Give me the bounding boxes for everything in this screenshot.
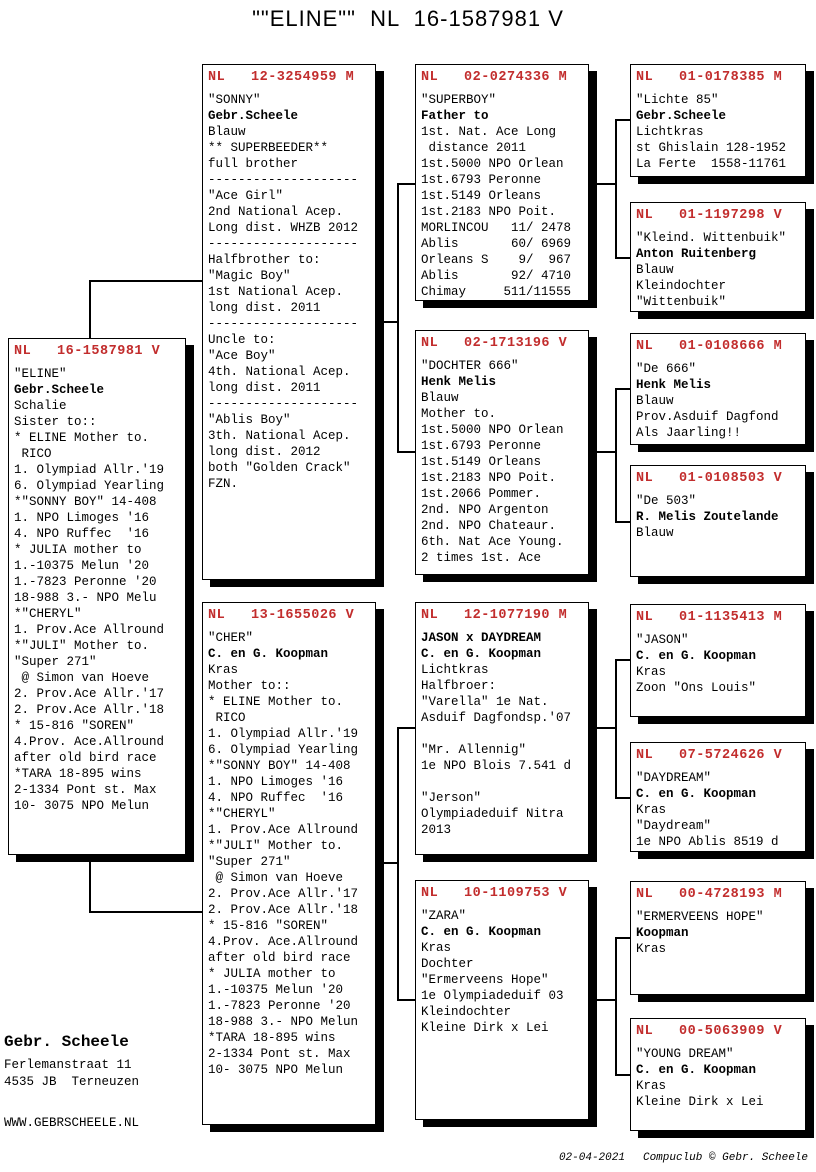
pedigree-text-line: * JULIA mother to bbox=[208, 967, 336, 981]
pedigree-text-line: *"CHERYL" bbox=[208, 807, 276, 821]
pedigree-text-line: 4.Prov. Ace.Allround bbox=[14, 735, 165, 749]
pedigree-text-line: Blauw bbox=[636, 394, 674, 408]
pedigree-text-line: full brother bbox=[208, 157, 299, 171]
pedigree-box-body bbox=[421, 92, 584, 300]
pedigree-text-line: Father to bbox=[421, 109, 489, 123]
connector-line bbox=[615, 119, 630, 121]
pedigree-text-line: 2. Prov.Ace Allr.'17 bbox=[208, 887, 359, 901]
pedigree-text-line: Blauw bbox=[421, 391, 459, 405]
pedigree-text-line: 18-988 3.- NPO Melu bbox=[14, 591, 157, 605]
pedigree-text-line: 4. NPO Ruffec '16 bbox=[208, 791, 344, 805]
pedigree-box-body bbox=[421, 630, 584, 838]
pedigree-box-zara bbox=[415, 880, 589, 1120]
pedigree-text-line: 1st.5000 NPO Orlean bbox=[421, 157, 564, 171]
pedigree-text-line: 1st National Acep. bbox=[208, 285, 344, 299]
pedigree-text-line: Als Jaarling!! bbox=[636, 426, 742, 440]
breeder-address-street: Ferlemanstraat 11 bbox=[4, 1058, 132, 1072]
pedigree-text-line: 2-1334 Pont st. Max bbox=[208, 1047, 351, 1061]
pedigree-text-line: 1st. Nat. Ace Long bbox=[421, 125, 557, 139]
pedigree-text-line: distance 2011 bbox=[421, 141, 527, 155]
pedigree-text-line: 6th. Nat Ace Young. bbox=[421, 535, 564, 549]
pedigree-text-line: 2013 bbox=[421, 823, 452, 837]
connector-line bbox=[597, 999, 617, 1001]
pedigree-text-line: long dist. 2012 bbox=[208, 445, 321, 459]
pedigree-text-line: MORLINCOU 11/ 2478 bbox=[421, 221, 572, 235]
ring-number: NL 07-5724626 V bbox=[636, 748, 783, 763]
pedigree-box-eline bbox=[8, 338, 186, 855]
pedigree-text-line: Blauw bbox=[636, 526, 674, 540]
pedigree-text-line: *"SONNY BOY" 14-408 bbox=[14, 495, 157, 509]
pedigree-box-body bbox=[208, 630, 371, 1078]
pedigree-text-line: "Jerson" bbox=[421, 791, 482, 805]
pedigree-box-body bbox=[636, 770, 801, 850]
pedigree-text-line: Kras bbox=[208, 663, 239, 677]
pedigree-text-line: 2. Prov.Ace Allr.'18 bbox=[208, 903, 359, 917]
pedigree-text-line: Kleine Dirk x Lei bbox=[421, 1021, 549, 1035]
pedigree-text-line: 1e NPO Ablis 8519 d bbox=[636, 835, 779, 849]
pedigree-text-line: 2. Prov.Ace Allr.'18 bbox=[14, 703, 165, 717]
pedigree-text-line: C. en G. Koopman bbox=[636, 1063, 757, 1077]
pedigree-text-line: "SUPERBOY" bbox=[421, 93, 497, 107]
connector-line bbox=[615, 388, 630, 390]
pedigree-text-line: 4th. National Acep. bbox=[208, 365, 351, 379]
pedigree-text-line: RICO bbox=[14, 447, 52, 461]
pedigree-text-line: 1. NPO Limoges '16 bbox=[208, 775, 344, 789]
ring-number: NL 12-1077190 M bbox=[421, 608, 568, 623]
pedigree-text-line bbox=[421, 774, 584, 790]
pedigree-text-line: C. en G. Koopman bbox=[421, 647, 542, 661]
pedigree-text-line: *"JULI" Mother to. bbox=[208, 839, 344, 853]
connector-line bbox=[397, 451, 415, 453]
connector-line bbox=[397, 727, 399, 1001]
pedigree-text-line: 18-988 3.- NPO Melun bbox=[208, 1015, 359, 1029]
pedigree-text-line: long dist. 2011 bbox=[208, 381, 321, 395]
pedigree-text-line: 1.-10375 Melun '20 bbox=[208, 983, 344, 997]
pedigree-box-body bbox=[636, 493, 801, 541]
pedigree-text-line: "SONNY" bbox=[208, 93, 261, 107]
pedigree-text-line: Ablis 60/ 6969 bbox=[421, 237, 572, 251]
connector-line bbox=[89, 855, 91, 913]
pedigree-text-line: "Varella" 1e Nat. bbox=[421, 695, 549, 709]
pedigree-text-line: @ Simon van Hoeve bbox=[14, 671, 150, 685]
pedigree-text-line: Kras bbox=[636, 803, 667, 817]
pedigree-box-dochter-666 bbox=[415, 330, 589, 575]
pedigree-text-line: 1. Prov.Ace Allround bbox=[208, 823, 359, 837]
pedigree-text-line: 1st.2183 NPO Poit. bbox=[421, 471, 557, 485]
pedigree-text-line: FZN. bbox=[208, 477, 239, 491]
pedigree-text-line: 1st.6793 Peronne bbox=[421, 439, 542, 453]
connector-line bbox=[397, 183, 399, 453]
pedigree-text-line: * ELINE Mother to. bbox=[14, 431, 150, 445]
pedigree-text-line: La Ferte 1558-11761 bbox=[636, 157, 787, 171]
connector-line bbox=[397, 999, 415, 1001]
pedigree-text-line: -------------------- bbox=[208, 237, 359, 251]
pedigree-text-line: 1. NPO Limoges '16 bbox=[14, 511, 150, 525]
pedigree-box-body bbox=[636, 230, 801, 310]
pedigree-box-sonny bbox=[202, 64, 376, 580]
pedigree-text-line: @ Simon van Hoeve bbox=[208, 871, 344, 885]
pedigree-box-jason bbox=[630, 604, 806, 717]
pedigree-text-line: Orleans S 9/ 967 bbox=[421, 253, 572, 267]
pedigree-text-line: 1st.2183 NPO Poit. bbox=[421, 205, 557, 219]
pedigree-text-line bbox=[421, 726, 584, 742]
pedigree-text-line: "Mr. Allennig" bbox=[421, 743, 527, 757]
pedigree-box-body bbox=[421, 908, 584, 1036]
pedigree-box-jason-x-daydream bbox=[415, 602, 589, 855]
pedigree-text-line: *"SONNY BOY" 14-408 bbox=[208, 759, 351, 773]
pedigree-text-line: 10- 3075 NPO Melun bbox=[208, 1063, 344, 1077]
breeder-address-city: 4535 JB Terneuzen bbox=[4, 1075, 140, 1089]
pedigree-text-line: 4.Prov. Ace.Allround bbox=[208, 935, 359, 949]
pedigree-text-line: "ELINE" bbox=[14, 367, 67, 381]
pedigree-text-line: 1. Olympiad Allr.'19 bbox=[208, 727, 359, 741]
pedigree-text-line: after old bird race bbox=[208, 951, 351, 965]
pedigree-text-line: Mother to:: bbox=[208, 679, 291, 693]
pedigree-box-de-666 bbox=[630, 333, 806, 445]
page-title: ""ELINE"" NL 16-1587981 V bbox=[252, 6, 564, 31]
pedigree-text-line: "CHER" bbox=[208, 631, 254, 645]
pedigree-text-line: Chimay 511/11555 bbox=[421, 285, 572, 299]
pedigree-text-line: C. en G. Koopman bbox=[208, 647, 329, 661]
pedigree-text-line: "Magic Boy" bbox=[208, 269, 291, 283]
pedigree-text-line: both "Golden Crack" bbox=[208, 461, 351, 475]
pedigree-text-line: "JASON" bbox=[636, 633, 689, 647]
ring-number: NL 13-1655026 V bbox=[208, 608, 355, 623]
pedigree-box-body bbox=[208, 92, 371, 492]
pedigree-text-line: 1. Prov.Ace Allround bbox=[14, 623, 165, 637]
pedigree-text-line: Blauw bbox=[636, 263, 674, 277]
pedigree-text-line: C. en G. Koopman bbox=[636, 787, 757, 801]
connector-line bbox=[89, 911, 203, 913]
pedigree-text-line: "Ablis Boy" bbox=[208, 413, 291, 427]
ring-number: NL 01-0178385 M bbox=[636, 70, 783, 85]
pedigree-text-line: "ERMERVEENS HOPE" bbox=[636, 910, 764, 924]
pedigree-box-body bbox=[421, 358, 584, 566]
pedigree-text-line: Henk Melis bbox=[636, 378, 712, 392]
pedigree-text-line: * 15-816 "SOREN" bbox=[208, 919, 329, 933]
pedigree-text-line: "De 503" bbox=[636, 494, 697, 508]
pedigree-text-line: C. en G. Koopman bbox=[421, 925, 542, 939]
pedigree-box-kleind-wittenbuik bbox=[630, 202, 806, 312]
pedigree-text-line: 1.-7823 Peronne '20 bbox=[14, 575, 157, 589]
pedigree-text-line: 6. Olympiad Yearling bbox=[208, 743, 359, 757]
pedigree-text-line: 1st.6793 Peronne bbox=[421, 173, 542, 187]
pedigree-text-line: 1.-10375 Melun '20 bbox=[14, 559, 150, 573]
pedigree-text-line: ** SUPERBEEDER** bbox=[208, 141, 329, 155]
pedigree-box-de-503 bbox=[630, 465, 806, 577]
pedigree-text-line: st Ghislain 128-1952 bbox=[636, 141, 787, 155]
connector-line bbox=[597, 183, 617, 185]
connector-line bbox=[89, 280, 203, 282]
pedigree-text-line: Olympiadeduif Nitra bbox=[421, 807, 564, 821]
pedigree-text-line: Kras bbox=[636, 942, 667, 956]
ring-number: NL 00-4728193 M bbox=[636, 887, 783, 902]
pedigree-text-line: "Wittenbuik" bbox=[636, 295, 727, 309]
pedigree-text-line: *"JULI" Mother to. bbox=[14, 639, 150, 653]
pedigree-text-line: Kras bbox=[636, 665, 667, 679]
footer bbox=[533, 1140, 808, 1172]
pedigree-text-line: *TARA 18-895 wins bbox=[14, 767, 142, 781]
connector-line bbox=[615, 119, 617, 259]
footer-date: 02-04-2021 bbox=[558, 1152, 625, 1164]
ring-number: NL 02-0274336 M bbox=[421, 70, 568, 85]
pedigree-box-ermerveens-hope bbox=[630, 881, 806, 995]
pedigree-text-line: *"CHERYL" bbox=[14, 607, 82, 621]
pedigree-text-line: Schalie bbox=[14, 399, 67, 413]
pedigree-box-body bbox=[636, 361, 801, 441]
pedigree-text-line: 1st.5149 Orleans bbox=[421, 455, 542, 469]
pedigree-text-line: Asduif Dagfondsp.'07 bbox=[421, 711, 572, 725]
pedigree-text-line: R. Melis Zoutelande bbox=[636, 510, 779, 524]
pedigree-text-line: Lichtkras bbox=[421, 663, 489, 677]
pedigree-text-line: 2nd. NPO Chateaur. bbox=[421, 519, 557, 533]
pedigree-text-line: Gebr.Scheele bbox=[208, 109, 299, 123]
pedigree-text-line: "De 666" bbox=[636, 362, 697, 376]
pedigree-box-body bbox=[636, 909, 801, 957]
ring-number: NL 00-5063909 V bbox=[636, 1024, 783, 1039]
pedigree-text-line: Halfbroer: bbox=[421, 679, 497, 693]
pedigree-text-line: -------------------- bbox=[208, 397, 359, 411]
pedigree-text-line: Kleindochter bbox=[636, 279, 727, 293]
ring-number: NL 02-1713196 V bbox=[421, 336, 568, 351]
pedigree-text-line: "DOCHTER 666" bbox=[421, 359, 519, 373]
connector-line bbox=[615, 937, 617, 1076]
pedigree-text-line: Sister to:: bbox=[14, 415, 97, 429]
pedigree-text-line: Zoon "Ons Louis" bbox=[636, 681, 757, 695]
pedigree-box-superboy bbox=[415, 64, 589, 301]
pedigree-box-lichte-85 bbox=[630, 64, 806, 177]
pedigree-text-line: "DAYDREAM" bbox=[636, 771, 712, 785]
pedigree-text-line: Prov.Asduif Dagfond bbox=[636, 410, 779, 424]
connector-line bbox=[615, 521, 630, 523]
pedigree-text-line: Kras bbox=[421, 941, 452, 955]
breeder-website: WWW.GEBRSCHEELE.NL bbox=[4, 1116, 140, 1130]
ring-number: NL 01-0108503 V bbox=[636, 471, 783, 486]
pedigree-text-line: Mother to. bbox=[421, 407, 497, 421]
pedigree-text-line: Ablis 92/ 4710 bbox=[421, 269, 572, 283]
pedigree-text-line: C. en G. Koopman bbox=[636, 649, 757, 663]
pedigree-text-line: Uncle to: bbox=[208, 333, 276, 347]
pedigree-text-line: "Super 271" bbox=[208, 855, 291, 869]
pedigree-text-line: long dist. 2011 bbox=[208, 301, 321, 315]
ring-number: NL 01-0108666 M bbox=[636, 339, 783, 354]
pedigree-text-line: RICO bbox=[208, 711, 246, 725]
pedigree-text-line: Kleine Dirk x Lei bbox=[636, 1095, 764, 1109]
pedigree-text-line: "Lichte 85" bbox=[636, 93, 719, 107]
pedigree-text-line: "Ace Boy" bbox=[208, 349, 276, 363]
pedigree-text-line: 2nd National Acep. bbox=[208, 205, 344, 219]
connector-line bbox=[615, 257, 630, 259]
pedigree-text-line: -------------------- bbox=[208, 317, 359, 331]
connector-line bbox=[615, 388, 617, 523]
pedigree-text-line: *TARA 18-895 wins bbox=[208, 1031, 336, 1045]
pedigree-text-line: JASON x DAYDREAM bbox=[421, 631, 542, 645]
pedigree-text-line: * 15-816 "SOREN" bbox=[14, 719, 135, 733]
pedigree-text-line: Gebr.Scheele bbox=[14, 383, 105, 397]
pedigree-text-line: "Super 271" bbox=[14, 655, 97, 669]
breeder-name: Gebr. Scheele bbox=[4, 1033, 129, 1051]
pedigree-box-body bbox=[636, 632, 801, 696]
pedigree-box-body bbox=[636, 1046, 801, 1110]
pedigree-text-line: 2 times 1st. Ace bbox=[421, 551, 542, 565]
pedigree-text-line: "ZARA" bbox=[421, 909, 467, 923]
pedigree-text-line: 2-1334 Pont st. Max bbox=[14, 783, 157, 797]
ring-number: NL 10-1109753 V bbox=[421, 886, 568, 901]
pedigree-text-line: 1. Olympiad Allr.'19 bbox=[14, 463, 165, 477]
pedigree-text-line: -------------------- bbox=[208, 173, 359, 187]
pedigree-text-line: * ELINE Mother to. bbox=[208, 695, 344, 709]
pedigree-text-line: 1st.2066 Pommer. bbox=[421, 487, 542, 501]
pedigree-text-line: Lichtkras bbox=[636, 125, 704, 139]
pedigree-text-line: Henk Melis bbox=[421, 375, 497, 389]
connector-line bbox=[615, 659, 617, 799]
pedigree-box-young-dream bbox=[630, 1018, 806, 1131]
ring-number: NL 01-1197298 V bbox=[636, 208, 783, 223]
pedigree-box-body bbox=[14, 366, 181, 814]
connector-line bbox=[397, 727, 415, 729]
pedigree-text-line: Koopman bbox=[636, 926, 689, 940]
connector-line bbox=[615, 937, 630, 939]
pedigree-text-line: Dochter bbox=[421, 957, 474, 971]
pedigree-text-line: 1e Olympiadeduif 03 bbox=[421, 989, 564, 1003]
pedigree-text-line: 6. Olympiad Yearling bbox=[14, 479, 165, 493]
pedigree-text-line: Gebr.Scheele bbox=[636, 109, 727, 123]
connector-line bbox=[597, 727, 617, 729]
connector-line bbox=[615, 659, 630, 661]
pedigree-text-line: "Kleind. Wittenbuik" bbox=[636, 231, 787, 245]
pedigree-text-line: "YOUNG DREAM" bbox=[636, 1047, 734, 1061]
pedigree-text-line: Kleindochter bbox=[421, 1005, 512, 1019]
connector-line bbox=[597, 451, 617, 453]
pedigree-text-line: 2. Prov.Ace Allr.'17 bbox=[14, 687, 165, 701]
pedigree-box-daydream bbox=[630, 742, 806, 852]
pedigree-text-line: "Daydream" bbox=[636, 819, 712, 833]
footer-credit: Compuclub © Gebr. Scheele bbox=[642, 1152, 808, 1164]
ring-number: NL 01-1135413 M bbox=[636, 610, 783, 625]
pedigree-text-line: Anton Ruitenberg bbox=[636, 247, 757, 261]
pedigree-text-line: Halfbrother to: bbox=[208, 253, 321, 267]
pedigree-text-line: "Ace Girl" bbox=[208, 189, 284, 203]
pedigree-text-line: 1st.5149 Orleans bbox=[421, 189, 542, 203]
pedigree-text-line: 1st.5000 NPO Orlean bbox=[421, 423, 564, 437]
pedigree-box-cher bbox=[202, 602, 376, 1125]
pedigree-text-line: Blauw bbox=[208, 125, 246, 139]
pedigree-text-line: after old bird race bbox=[14, 751, 157, 765]
pedigree-text-line: "Ermerveens Hope" bbox=[421, 973, 549, 987]
pedigree-text-line: Long dist. WHZB 2012 bbox=[208, 221, 359, 235]
pedigree-text-line: * JULIA mother to bbox=[14, 543, 142, 557]
pedigree-text-line: 1.-7823 Peronne '20 bbox=[208, 999, 351, 1013]
connector-line bbox=[89, 280, 91, 338]
pedigree-text-line: 1e NPO Blois 7.541 d bbox=[421, 759, 572, 773]
pedigree-text-line: 4. NPO Ruffec '16 bbox=[14, 527, 150, 541]
pedigree-text-line: Kras bbox=[636, 1079, 667, 1093]
pedigree-text-line: 2nd. NPO Argenton bbox=[421, 503, 549, 517]
pedigree-box-body bbox=[636, 92, 801, 172]
ring-number: NL 16-1587981 V bbox=[14, 344, 161, 359]
connector-line bbox=[615, 797, 630, 799]
pedigree-text-line: 10- 3075 NPO Melun bbox=[14, 799, 150, 813]
ring-number: NL 12-3254959 M bbox=[208, 70, 355, 85]
connector-line bbox=[615, 1074, 630, 1076]
connector-line bbox=[397, 183, 415, 185]
pedigree-text-line: 3th. National Acep. bbox=[208, 429, 351, 443]
